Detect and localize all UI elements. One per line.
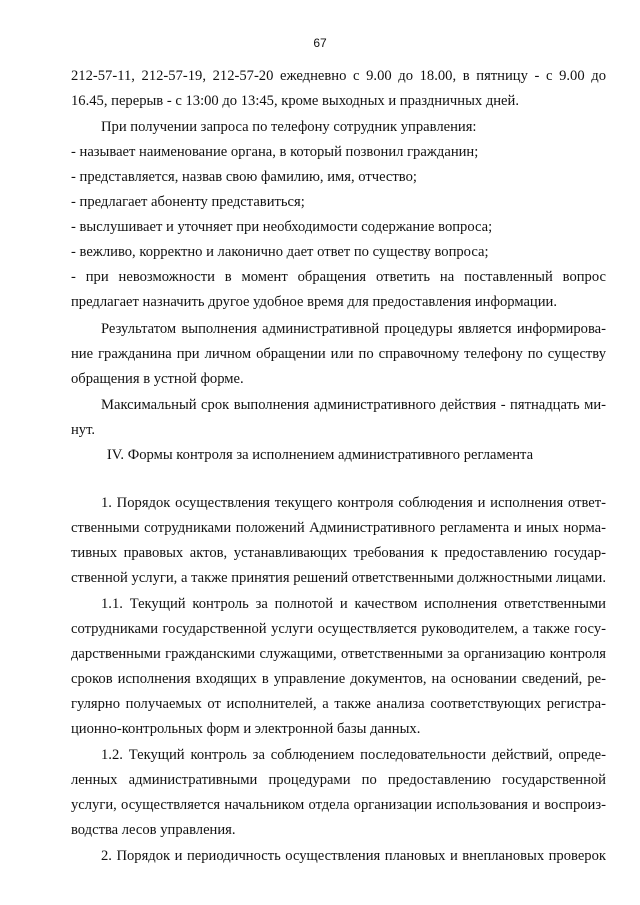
page-number: 67: [313, 36, 327, 50]
text-line: 1. Порядок осуществления текущего контроля соблюдения и исполнения ответ-: [101, 495, 606, 511]
text-line: 212-57-11, 212-57-19, 212-57-20 ежедневно с 9.00 до 18.00, в пятницу - с 9.00 до: [71, 68, 606, 84]
text-line: водства лесов управления.: [71, 822, 236, 838]
text-line: 2. Порядок и периодичность осуществления плановых и внеплановых проверок: [101, 848, 606, 864]
text-line: 1.2. Текущий контроль за соблюдением последовательности действий, опреде-: [101, 747, 606, 763]
text-line: 1.1. Текущий контроль за полнотой и качеством исполнения ответственными: [101, 596, 606, 612]
text-line: ственной услуги, а также принятия решений ответственными должностными лицами.: [71, 570, 606, 586]
list-item: - предлагает абоненту представиться;: [71, 194, 305, 210]
text-line: ционно-контрольных форм и электронной базы данных.: [71, 721, 421, 737]
list-item: - выслушивает и уточняет при необходимости содержание вопроса;: [71, 219, 493, 235]
text-line: гулярно получаемых от исполнителей, а также анализа соответствующих регистра-: [71, 696, 606, 712]
text-line: ственными сотрудниками положений Административного регламента и иных норма-: [71, 520, 606, 536]
list-item: - называет наименование органа, в который позвонил гражданин;: [71, 144, 479, 160]
text-line: услуги, осуществляется начальником отдела организации использования и воспроиз-: [71, 797, 606, 813]
text-line: сроков исполнения входящих в управление документов, на основании сведений, ре-: [71, 671, 606, 687]
section-heading: IV. Формы контроля за исполнением административного регламента: [106, 447, 534, 463]
text-line: 16.45, перерыв - с 13:00 до 13:45, кроме выходных и праздничных дней.: [71, 93, 519, 109]
text-line: Максимальный срок выполнения административного действия - пятнадцать ми-: [101, 397, 606, 413]
text-line: ленных административными процедурами по предоставлению государственной: [71, 772, 606, 788]
text-line: предлагает назначить другое удобное время для предоставления информации.: [71, 294, 558, 310]
list-item: - при невозможности в момент обращения ответить на поставленный вопрос: [71, 269, 606, 285]
list-item: - вежливо, корректно и лаконично дает ответ по существу вопроса;: [71, 244, 489, 260]
text-line: дарственными гражданскими служащими, ответственными за организацию контроля: [71, 646, 606, 662]
list-item: - представляется, назвав свою фамилию, имя, отчество;: [71, 169, 417, 185]
text-line: При получении запроса по телефону сотрудник управления:: [101, 119, 477, 135]
text-line: нут.: [71, 422, 96, 438]
text-line: тивных правовых актов, устанавливающих требования к предоставлению государ-: [71, 545, 606, 561]
text-line: Результатом выполнения административной процедуры является информирова-: [101, 321, 606, 337]
text-line: сотрудниками государственной услуги осуществляется руководителем, а также госу-: [71, 621, 606, 637]
text-line: обращения в устной форме.: [71, 371, 244, 387]
text-line: ние гражданина при личном обращении или по справочному телефону по существу: [71, 346, 606, 362]
